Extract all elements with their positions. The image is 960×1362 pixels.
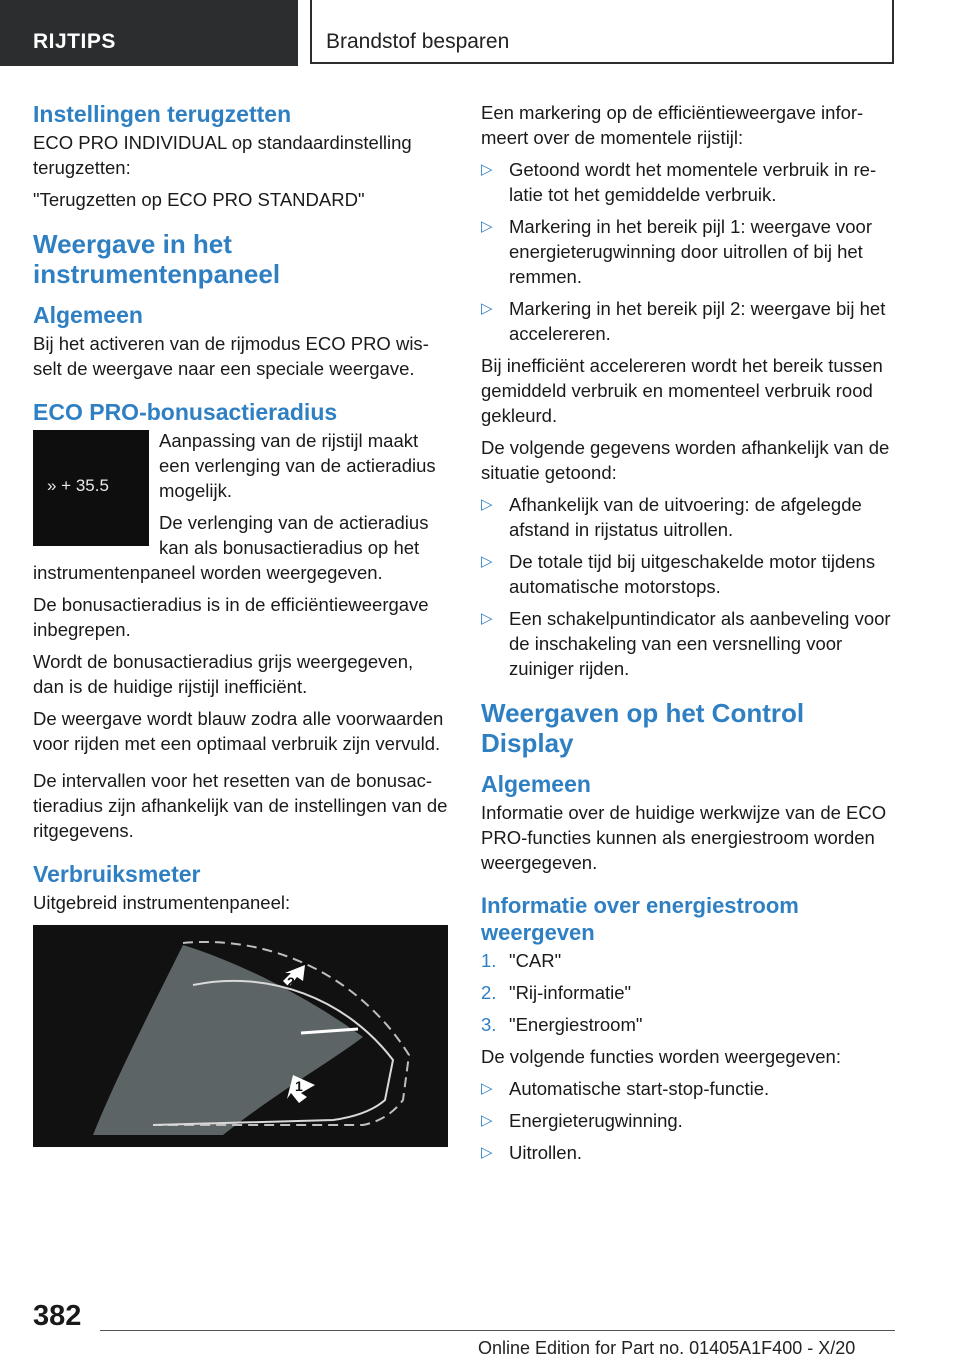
reset-text-2: "Terugzetten op ECO PRO STANDARD" (33, 189, 365, 210)
bonus-range-image (33, 430, 149, 546)
arrow-2-icon (283, 965, 305, 990)
list-item: ▷ Getoond wordt het momentele verbruik in relatie tot het gemiddelde verbruik. (481, 159, 877, 205)
footer-edition: Online Edition for Part no. 01405A1F400 - X/20 (478, 1338, 856, 1358)
section-tab (0, 0, 298, 66)
functions-intro: De volgende functies worden weergegeven: (481, 1046, 841, 1067)
bonus-range-value: » + 35.5 (47, 476, 109, 495)
bonus-text-2: De verlenging van de actieradius kan als bonusactieradius op het instrumentenpaneel worden weergegeven. (33, 512, 429, 583)
bonus-text-5: De weergave wordt blauw zodra alle voorwaarden voor rijden met een optimaal verbruik zijn vervuld. (33, 708, 444, 754)
bullet-icon: ▷ (481, 300, 493, 317)
heading-general-right: Algemeen (481, 771, 591, 797)
bullet-icon: ▷ (481, 1112, 493, 1129)
functions-list (481, 1076, 899, 1165)
heading-energy-flow: Informatie over energiestroom weergeven (481, 893, 799, 945)
left-column (33, 100, 448, 1147)
section-title: RIJTIPS (33, 30, 116, 53)
list-item: ▷ Uitrollen. (481, 1142, 582, 1163)
list-item: ▷ Energieterugwinning. (481, 1110, 683, 1131)
consumption-meter-image (33, 925, 448, 1147)
marking-intro: Een markering op de efficiëntieweergave informeert over de momentele rijstijl: (481, 102, 864, 148)
list-item: ▷ Automatische start-stop-functie. (481, 1078, 770, 1099)
list-item: ▷ De totale tijd bij uitgeschakelde motor tijdens automatische motorstops. (481, 551, 876, 597)
steps-list (481, 948, 899, 1037)
footer-divider (100, 1330, 895, 1331)
list-item: ▷ Markering in het bereik pijl 1: weergave voor energieterugwinning door uitrollen of bij het remmen. (481, 216, 872, 287)
page-number: 382 (33, 1300, 82, 1332)
step-item: 3. "Energiestroom" (481, 1014, 643, 1035)
chapter-tab (310, 0, 894, 64)
step-item: 2. "Rij-informatie" (481, 982, 632, 1003)
meter-text: Uitgebreid instrumentenpaneel: (33, 892, 291, 913)
bullet-icon: ▷ (481, 1080, 493, 1097)
page-header (0, 0, 960, 66)
bonus-text-6: De intervallen voor het resetten van de bonusactieradius zijn afhankelijk van de instellingen van de ritgegevens. (33, 770, 448, 841)
marking-list (481, 157, 899, 346)
bonus-block (33, 428, 448, 592)
heading-reset: Instellingen terugzetten (33, 101, 292, 127)
list-item: ▷ Afhankelijk van de uitvoering: de afgelegde afstand in rijstatus uitrollen. (481, 494, 862, 540)
svg-text:1: 1 (295, 1078, 303, 1094)
data-intro: De volgende gegevens worden afhankelijk van de situatie getoond: (481, 437, 890, 483)
bullet-icon: ▷ (481, 1144, 493, 1161)
general-text: Bij het activeren van de rijmodus ECO PRO wisselt de weergave naar een speciale weergave. (33, 333, 429, 379)
bullet-icon: ▷ (481, 161, 493, 178)
data-list (481, 492, 899, 681)
svg-text:2: 2 (287, 974, 295, 990)
right-column (481, 100, 899, 1172)
list-item: ▷ Markering in het bereik pijl 2: weergave bij het accelereren. (481, 298, 886, 344)
reset-text-1: ECO PRO INDIVIDUAL op standaardinstelling terugzetten: (33, 132, 412, 178)
bullet-icon: ▷ (481, 610, 493, 627)
bonus-text-4: Wordt de bonusactieradius grijs weergegeven, dan is de huidige rijstijl inefficiënt. (33, 651, 414, 697)
inefficient-text: Bij inefficiënt accelereren wordt het bereik tussen gemiddeld verbruik en momenteel verbruik rood gekleurd. (481, 355, 883, 426)
chapter-title: Brandstof besparen (326, 30, 510, 53)
heading-bonus: ECO PRO-bonusactieradius (33, 399, 338, 425)
general-right-text: Informatie over de huidige werkwijze van de ECO PRO-functies kunnen als energiestroom worden weergegeven. (481, 802, 887, 873)
heading-general: Algemeen (33, 302, 143, 328)
bonus-text-1: Aanpassing van de rijstijl maakt een verlenging van de actieradius mogelijk. (159, 430, 436, 501)
bullet-icon: ▷ (481, 553, 493, 570)
bonus-text-3: De bonusactieradius is in de efficiëntieweergave inbegrepen. (33, 594, 429, 640)
heading-control-display: Weergaven op het Control Display (481, 698, 805, 758)
list-item: ▷ Een schakelpuntindicator als aanbeveling voor de inschakeling van een versnelling voor zuiniger rijden. (481, 608, 891, 679)
consumption-meter-graphic (33, 925, 448, 1147)
bullet-icon: ▷ (481, 496, 493, 513)
bullet-icon: ▷ (481, 218, 493, 235)
step-item: 1. "CAR" (481, 950, 562, 971)
heading-display: Weergave in het instrumentenpaneel (33, 229, 281, 289)
heading-meter: Verbruiksmeter (33, 861, 201, 887)
